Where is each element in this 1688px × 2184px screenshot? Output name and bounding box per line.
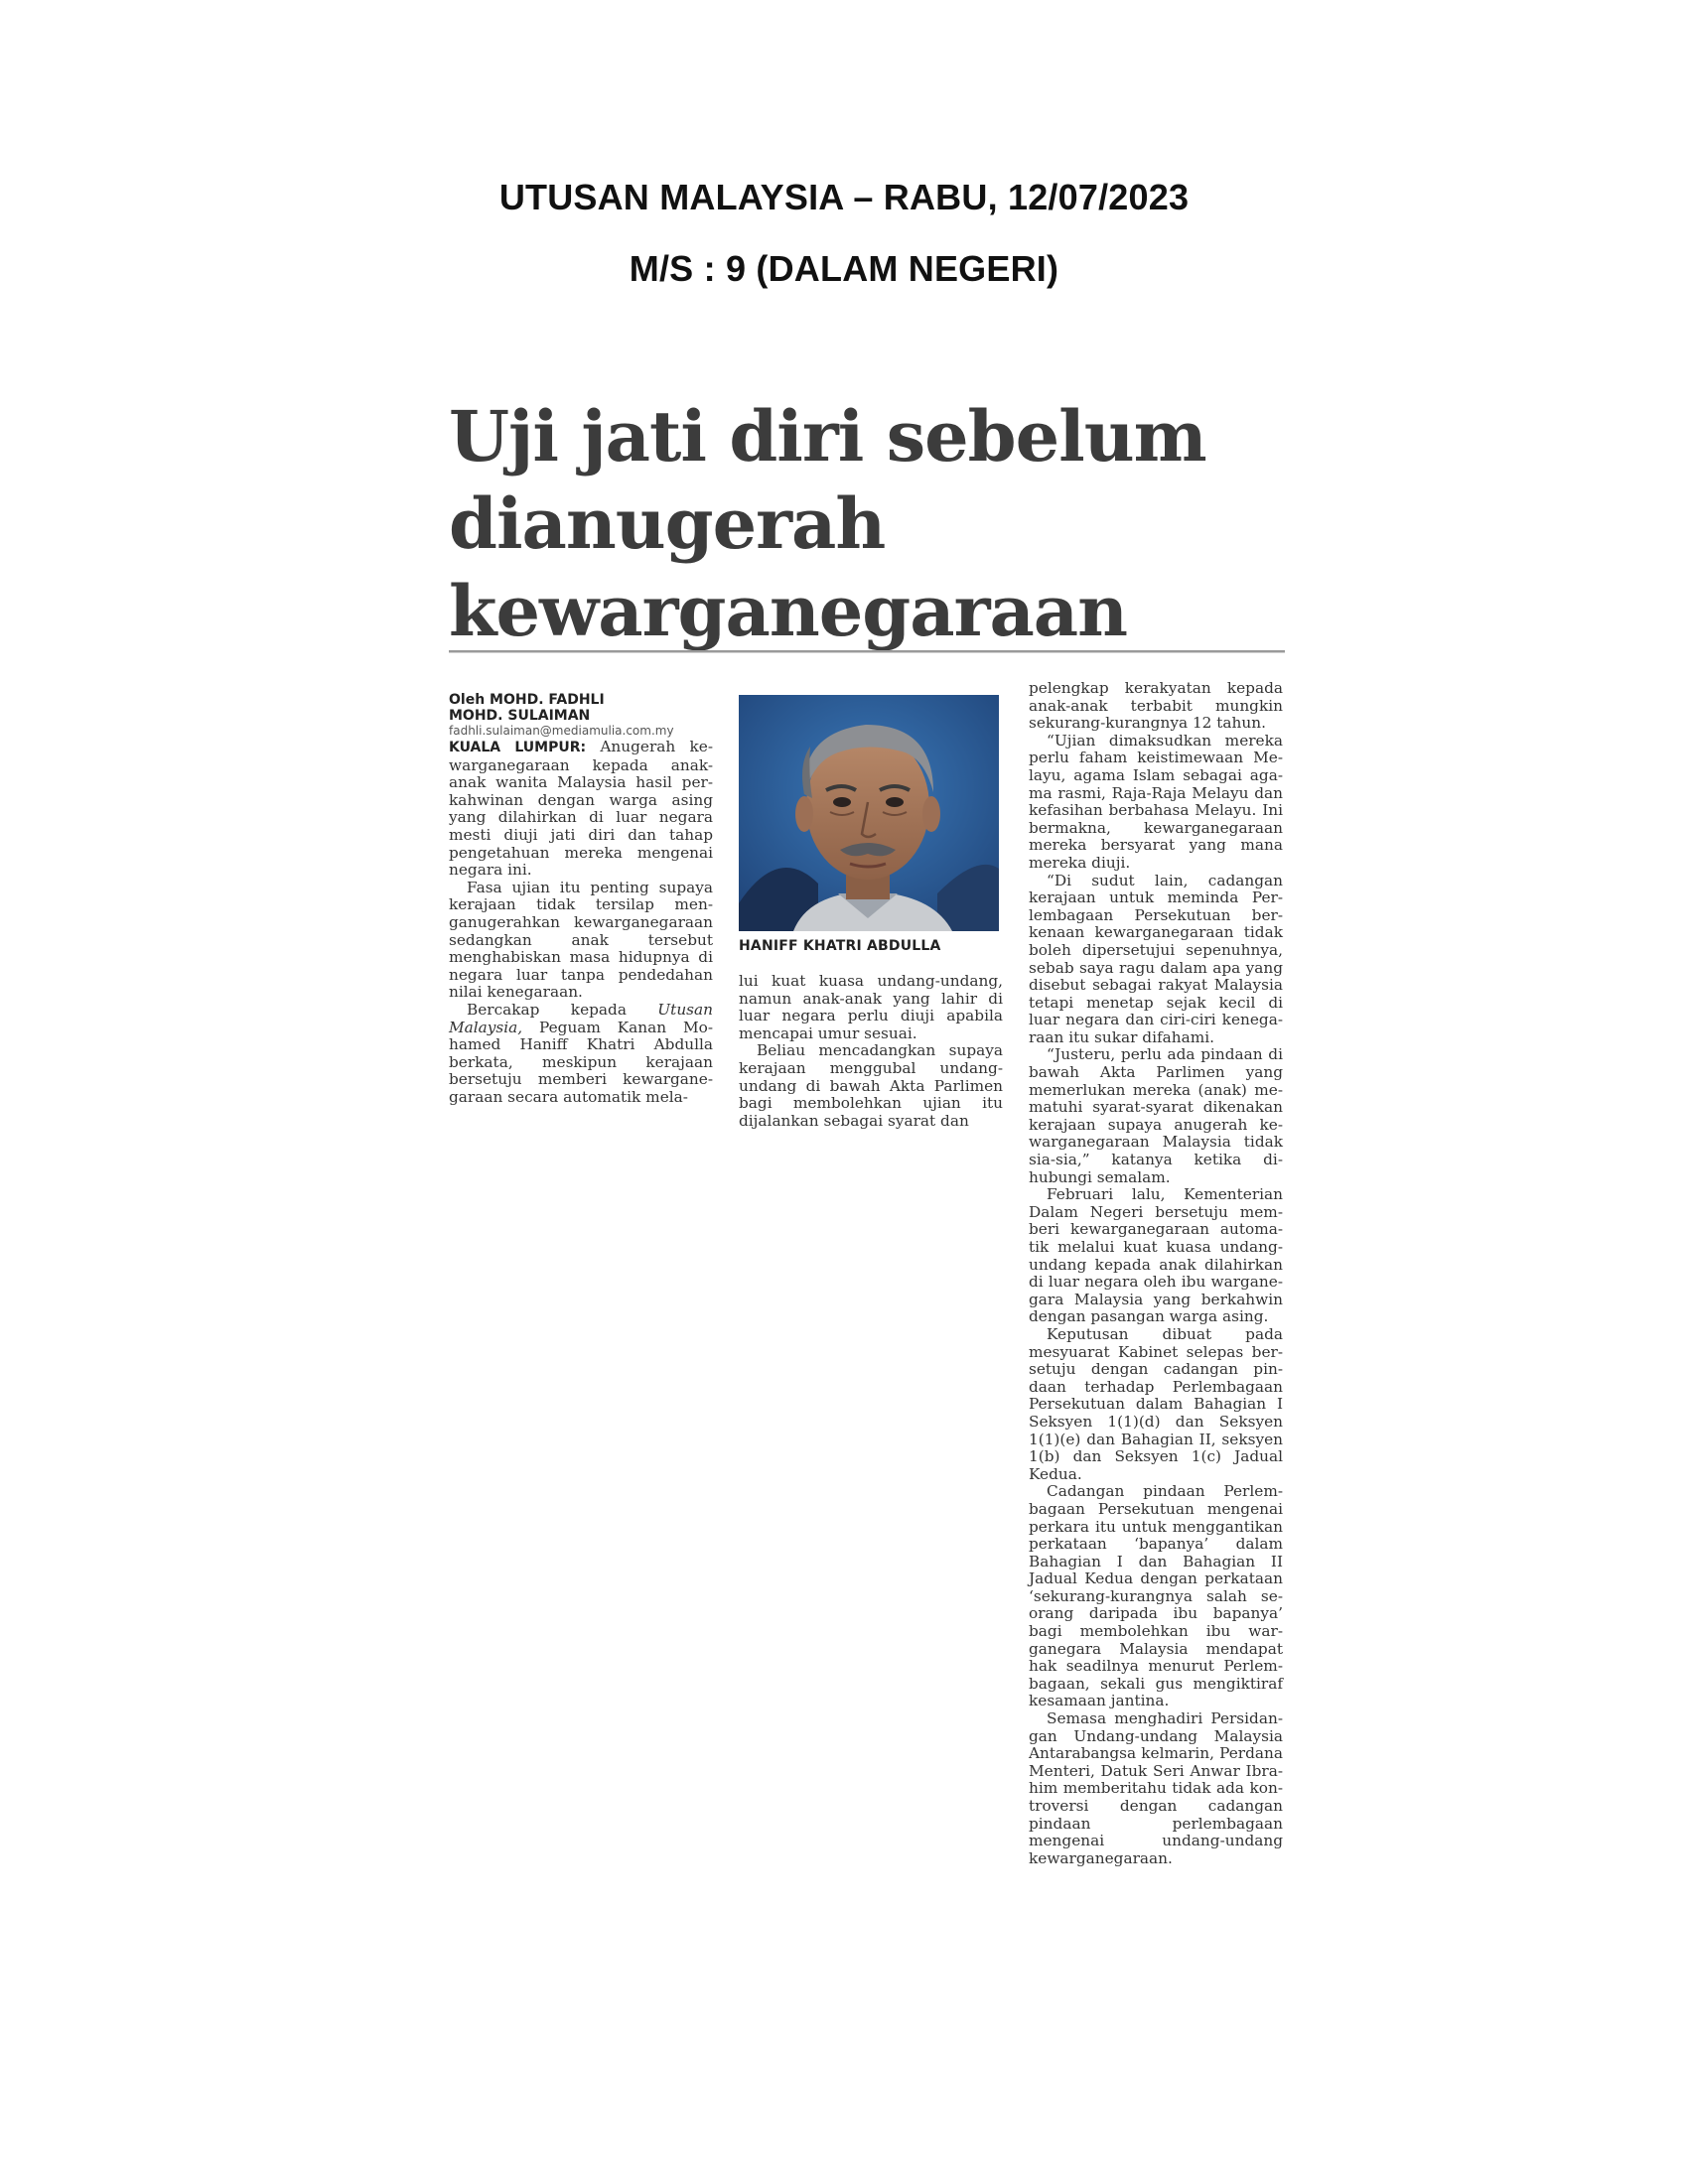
article-headline: Uji jati diri sebelum dianugerah kewarganegaraan: [449, 395, 1206, 652]
article-column-1: [449, 692, 713, 1106]
paragraph: Keputusan dibuat pada mesyuarat Kabinet selepas bersetuju dengan cadangan pindaan terhadap Perlembagaan Persekutuan dalam Bahagian I Seksyen 1(1)(d) dan Seksyen 1(1)(e) dan Bahagian II, seksyen 1(b) dan Seksyen 1(c) Jadual Kedua.: [1029, 1324, 1283, 1483]
paragraph: “Di sudut lain, cadangan kerajaan untuk meminda Perlembagaan Persekutuan berkenaan kewarganegaraan tidak boleh dipersetujui sepenuhnya, sebab saya ragu dalam apa yang disebut sebagai rakyat Malaysia tetapi menetap sejak kecil di luar negara dan ciri-ciri kenegaraan itu sukar difahami.: [1029, 871, 1283, 1046]
paragraph: Cadangan pindaan Perlembagaan Persekutuan mengenai perkara itu untuk menggantikan perkataan ‘bapanya’ dalam Bahagian I dan Bahagian II Jadual Kedua dengan perkataan ‘sekurang-kurangnya salah seorang daripada ibu bapanya’ bagi membolehkan ibu warganegara Malaysia mendapat hak seadilnya menurut Perlembagaan, sekali gus mengiktiraf kesamaan jantina.: [1029, 1482, 1283, 1710]
photo-caption: HANIFF KHATRI ABDULLA: [739, 938, 941, 954]
page-section: M/S : 9 (DALAM NEGERI): [629, 248, 1059, 289]
paragraph: Februari lalu, Kementerian Dalam Negeri bersetuju memberi kewarganegaraan automatik melalui kuat kuasa undang-undang kepada anak dilahirkan di luar negara oleh ibu warganegara Malaysia yang berkahwin dengan pasangan warga asing.: [1029, 1185, 1283, 1326]
paragraph: [449, 739, 713, 880]
paragraph-text: Peguam Kanan Mohamed Haniff Khatri Abdulla berkata, meskipun kerajaan bersetuju memberi kewarganegaraan secara automatik mela-: [449, 1018, 713, 1106]
portrait-photo: [739, 695, 999, 931]
paragraph: pelengkap kerakyatan kepada anak-anak terbabit mungkin sekurang-kurangnya 12 tahun.: [1029, 679, 1283, 733]
byline-name-line2: MOHD. SULAIMAN: [449, 708, 591, 724]
paragraph: [449, 1002, 713, 1107]
newspaper-clipping: [445, 389, 1289, 1898]
paragraph-text: Anugerah kewarganegaraan kepada anak-anak wanita Malaysia hasil perkahwinan dengan warga asing yang dilahirkan di luar negara mesti diuji jati diri dan tahap pengetahuan mereka mengenai negara ini.: [449, 738, 713, 880]
paragraph: Fasa ujian itu penting supaya kerajaan tidak tersilap menganugerahkan kewarganegaraan sedangkan anak tersebut menghabiskan masa hidupnya di negara luar tanpa pendedahan nilai kenegaraan.: [449, 878, 713, 1002]
author-email: fadhli.sulaiman@mediamulia.com.my: [449, 724, 674, 738]
paragraph: lui kuat kuasa undang-undang, namun anak-anak yang lahir di luar negara perlu diuji apabila mencapai umur sesuai.: [739, 972, 1003, 1042]
publication-name: Utusan Malaysia,: [449, 1000, 713, 1036]
byline-name-line1: Oleh MOHD. FADHLI: [449, 692, 605, 708]
headline-divider: [449, 650, 1285, 653]
publication-title: UTUSAN MALAYSIA – RABU, 12/07/2023: [498, 177, 1190, 217]
paragraph-text: Bercakap kepada: [467, 1000, 627, 1019]
paragraph: Beliau mencadangkan supaya kerajaan menggubal undang-undang di bawah Akta Parlimen bagi membolehkan ujian itu dijalankan sebagai syarat dan: [739, 1041, 1003, 1130]
paragraph: Semasa menghadiri Persidangan Undang-undang Malaysia Antarabangsa kelmarin, Perdana Menteri, Datuk Seri Anwar Ibrahim memberitahu tidak ada kontroversi dengan cadangan pindaan perlembagaan mengenai undang-undang kewarganegaraan.: [1029, 1709, 1283, 1867]
article-column-3: [1029, 680, 1283, 1867]
article-column-2: [739, 973, 1003, 1130]
paragraph: “Justeru, perlu ada pindaan di bawah Akta Parlimen yang memerlukan mereka (anak) mematuhi syarat-syarat dikenakan kerajaan supaya anugerah kewarganegaraan Malaysia tidak sia-sia,” katanya ketika dihubungi semalam.: [1029, 1045, 1283, 1186]
paragraph: “Ujian dimaksudkan mereka perlu faham keistimewaan Melayu, agama Islam sebagai agama rasmi, Raja-Raja Melayu dan kefasihan berbahasa Melayu. Ini bermakna, kewarganegaraan mereka bersyarat yang mana mereka diuji.: [1029, 731, 1283, 872]
dateline: KUALA LUMPUR:: [449, 740, 587, 755]
